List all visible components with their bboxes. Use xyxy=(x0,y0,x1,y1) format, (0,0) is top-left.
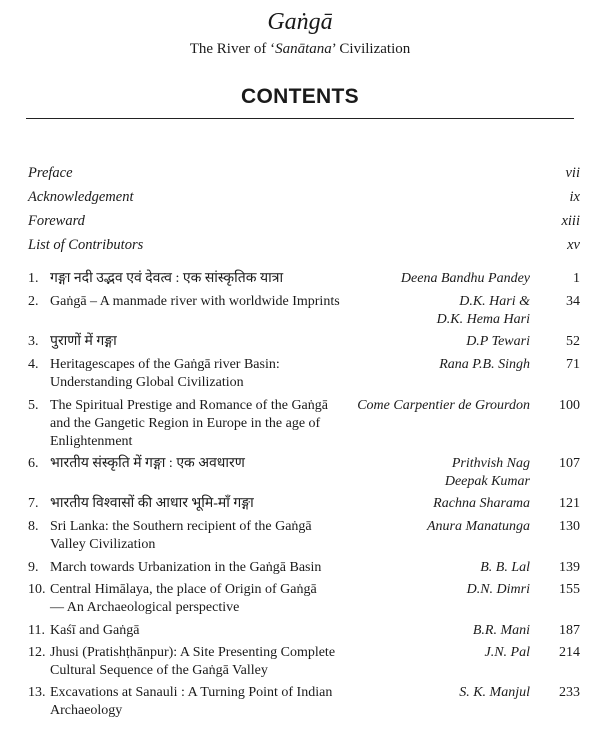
front-matter-page: vii xyxy=(565,165,580,181)
entry-author-line: S. K. Manjul xyxy=(459,685,530,700)
front-matter-item xyxy=(28,188,580,206)
entry-page: 1 xyxy=(573,271,580,286)
front-matter-item xyxy=(28,236,580,254)
entry-number: 5. xyxy=(28,398,39,413)
entry-title xyxy=(50,495,368,513)
entry-author-line: D.K. Hema Hari xyxy=(436,312,530,327)
entry-author-line: B.R. Mani xyxy=(472,623,530,638)
entry-author-line: Deepak Kumar xyxy=(444,474,530,489)
entry-number: 7. xyxy=(28,496,39,511)
entry-title xyxy=(50,293,368,311)
entry-page: 121 xyxy=(559,496,580,511)
entry-number: 4. xyxy=(28,357,39,372)
entry-title xyxy=(50,270,368,288)
entry-number: 8. xyxy=(28,519,39,534)
entry-title-line: Enlightenment xyxy=(50,434,133,449)
entry-page: 130 xyxy=(559,519,580,534)
entry-author-line: J.N. Pal xyxy=(484,645,530,660)
subtitle-italic: Sanātana xyxy=(275,41,332,57)
entry-title xyxy=(50,333,368,351)
entry-title-line: Heritagescapes of the Gaṅgā river Basin: xyxy=(50,357,280,372)
entry-title-line: — An Archaeological perspective xyxy=(50,600,240,615)
entry-author-line: D.P Tewari xyxy=(466,334,530,349)
entry-author xyxy=(330,644,530,662)
entry-title-line: भारतीय विश्वासों की आधार भूमि-माँ गङ्गा xyxy=(50,496,254,511)
entry-number: 13. xyxy=(28,685,46,700)
front-matter-page: xv xyxy=(567,237,580,253)
entry-author xyxy=(330,455,530,491)
entry-author-line: Prithvish Nag xyxy=(451,456,530,471)
entry-title xyxy=(50,518,368,554)
entry-author xyxy=(330,581,530,599)
entry-title-line: Archaeology xyxy=(50,703,123,718)
entry-title xyxy=(50,684,368,720)
entry-author xyxy=(330,356,530,374)
front-matter-label: Acknowledgement xyxy=(28,189,134,205)
entry-title-line: March towards Urbanization in the Gaṅgā Basin xyxy=(50,560,322,575)
entry-page: 34 xyxy=(566,294,580,309)
entry-title-line: and the Gangetic Region in Europe in the age of xyxy=(50,416,321,431)
entry-number: 6. xyxy=(28,456,39,471)
entry-author-line: Anura Manatunga xyxy=(426,519,530,534)
front-matter-label: List of Contributors xyxy=(28,237,144,253)
entry-title xyxy=(50,622,368,640)
entry-page: 52 xyxy=(566,334,580,349)
entry-number: 2. xyxy=(28,294,39,309)
entry-title-line: भारतीय संस्कृति में गङ्गा : एक अवधारण xyxy=(50,456,245,471)
entry-page: 100 xyxy=(559,398,580,413)
entry-author xyxy=(330,495,530,513)
entry-page: 71 xyxy=(566,357,580,372)
entry-title-line: Gaṅgā – A manmade river with worldwide Imprints xyxy=(50,294,340,309)
entry-page: 214 xyxy=(559,645,580,660)
entry-title xyxy=(50,644,368,680)
entry-title-line: पुराणों में गङ्गा xyxy=(50,334,117,349)
front-matter-item xyxy=(28,164,580,182)
front-matter-label: Foreward xyxy=(28,213,85,229)
entry-title xyxy=(50,581,368,617)
entry-author xyxy=(330,684,530,702)
entry-title-line: The Spiritual Prestige and Romance of the Gaṅgā xyxy=(50,398,328,413)
entry-title-line: Cultural Sequence of the Gaṅgā Valley xyxy=(50,663,268,678)
subtitle-suffix: ’ Civilization xyxy=(331,41,411,57)
entry-page: 187 xyxy=(559,623,580,638)
entry-author-line: B. B. Lal xyxy=(480,560,530,575)
entry-title xyxy=(50,455,368,473)
heading-rule xyxy=(26,118,574,119)
entry-author-line: Come Carpentier de Grourdon xyxy=(357,398,530,413)
entry-number: 1. xyxy=(28,271,39,286)
entry-number: 3. xyxy=(28,334,39,349)
front-matter-label: Preface xyxy=(28,165,73,181)
entry-page: 107 xyxy=(559,456,580,471)
front-matter-page: xiii xyxy=(561,213,580,229)
entry-title-line: Valley Civilization xyxy=(50,537,156,552)
entry-number: 12. xyxy=(28,645,46,660)
entry-author xyxy=(330,333,530,351)
entry-author-line: Rana P.B. Singh xyxy=(439,357,530,372)
entry-author-line: D.N. Dimri xyxy=(466,582,530,597)
entry-title-line: Central Himālaya, the place of Origin of Gaṅgā xyxy=(50,582,317,597)
entry-author xyxy=(330,559,530,577)
entry-title-line: Excavations at Sanauli : A Turning Point of Indian xyxy=(50,685,333,700)
entry-number: 11. xyxy=(28,623,45,638)
entry-author xyxy=(330,622,530,640)
entry-author-line: D.K. Hari & xyxy=(459,294,530,309)
entry-title-line: Kaśī and Gaṅgā xyxy=(50,623,140,638)
entry-author xyxy=(330,270,530,288)
entry-title xyxy=(50,559,368,577)
entry-page: 155 xyxy=(559,582,580,597)
entry-title-line: Sri Lanka: the Southern recipient of the Gaṅgā xyxy=(50,519,312,534)
entry-number: 10. xyxy=(28,582,46,597)
entry-page: 139 xyxy=(559,560,580,575)
entry-page: 233 xyxy=(559,685,580,700)
entry-title-line: गङ्गा नदी उद्भव एवं देवत्व : एक सांस्कृतिक यात्रा xyxy=(50,271,284,286)
entry-author-line: Rachna Sharama xyxy=(433,496,530,511)
entry-author xyxy=(330,293,530,329)
book-title: Gaṅgā xyxy=(267,9,333,35)
entry-number: 9. xyxy=(28,560,39,575)
entry-author-line: Deena Bandhu Pandey xyxy=(400,271,530,286)
subtitle-prefix: The River of ‘ xyxy=(189,41,276,57)
front-matter-page: ix xyxy=(569,189,580,205)
entry-author xyxy=(330,518,530,536)
entry-title-line: Jhusi (Pratishṭhānpur): A Site Presenting Complete xyxy=(50,645,336,660)
entry-title xyxy=(50,356,368,392)
book-subtitle xyxy=(0,40,600,58)
contents-heading: CONTENTS xyxy=(241,85,359,108)
front-matter-item xyxy=(28,212,580,230)
entry-title-line: Understanding Global Civilization xyxy=(50,375,244,390)
entry-author xyxy=(320,397,530,415)
